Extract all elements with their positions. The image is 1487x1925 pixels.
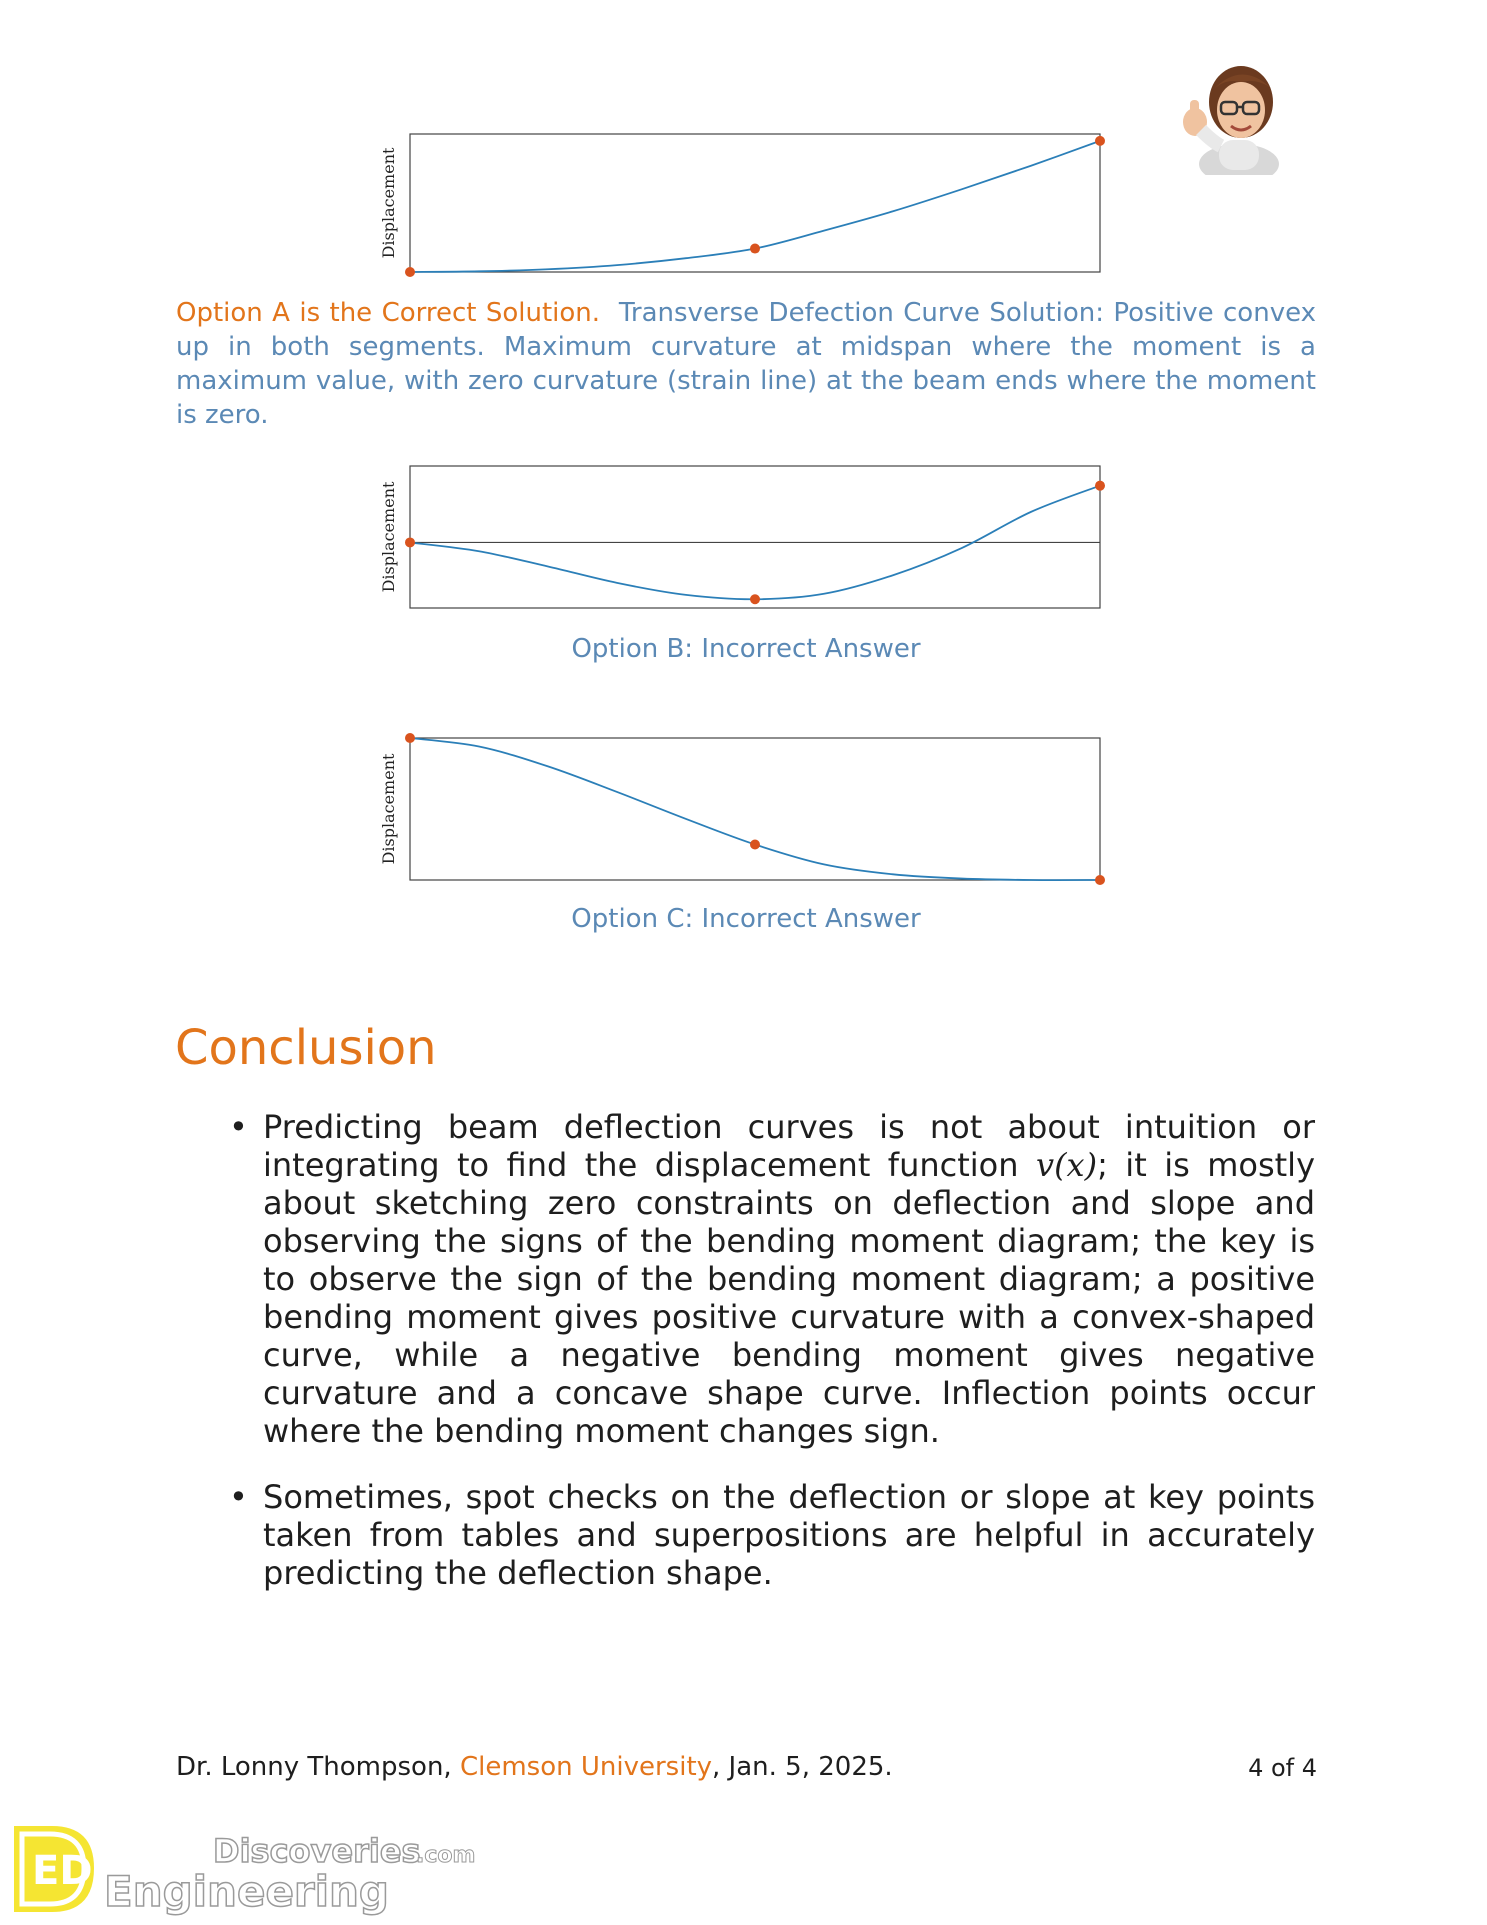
chart-b-svg <box>360 460 1120 616</box>
page-number: 4 of 4 <box>1248 1754 1317 1782</box>
bullet-text-1-end: ; it is mostly about sketching zero constraints on deflection and slope and observing the signs of the bending moment diagram; the key is to observe the sign of the bending moment diagram; a positive bending moment gives positive curvature with a convex-shaped curve, while a negative bending moment gives negative curvature and a concave shape curve. Inflection points occur where the bending moment changes sign. <box>263 1146 1316 1450</box>
chart-option-c <box>360 732 1120 888</box>
key-point-marker <box>405 537 415 547</box>
bullet-text-2: Sometimes, spot checks on the deflection or slope at key points taken from tables and superpositions are helpful in accurately predicting the deflection shape. <box>263 1478 1315 1592</box>
option-a-caption <box>176 296 1316 432</box>
key-point-marker <box>405 267 415 277</box>
plot-frame <box>410 466 1100 608</box>
option-a-explanation: Transverse Defection Curve Solution: Positive convex up in both segments. Maximum curvature at midspan where the moment is a maximum value, with zero curvature (strain line) at the beam ends where the moment is zero. <box>176 298 1317 430</box>
key-point-marker <box>1095 875 1105 885</box>
footer-author: Dr. Lonny Thompson, <box>176 1752 460 1782</box>
chart-option-a <box>360 128 1120 280</box>
option-c-caption: Option C: Incorrect Answer <box>571 904 921 934</box>
engineering-discoveries-logo <box>8 1822 478 1918</box>
option-b-caption: Option B: Incorrect Answer <box>571 634 921 664</box>
logo-mark: ED <box>32 1848 93 1894</box>
chart-c-svg <box>360 732 1120 888</box>
key-point-marker <box>750 244 760 254</box>
key-point-marker <box>405 733 415 743</box>
list-item <box>225 1108 1315 1450</box>
logo-engineering-text: Engineering <box>104 1867 389 1916</box>
chart-option-b <box>360 460 1120 616</box>
chart-a-svg <box>360 128 1120 280</box>
conclusion-list <box>225 1108 1315 1620</box>
logo-com-text: .com <box>416 1843 476 1868</box>
footer-citation <box>176 1752 893 1782</box>
memoji-avatar-icon <box>1175 60 1295 175</box>
conclusion-heading: Conclusion <box>175 1020 437 1076</box>
y-axis-label: Displacement <box>379 753 398 865</box>
key-point-marker <box>1095 136 1105 146</box>
bullet-text-1-start: Predicting beam deflection curves is not about intuition or integrating to find the displacement function <box>263 1108 1315 1184</box>
y-axis-label: Displacement <box>379 481 398 593</box>
footer-university: Clemson University <box>459 1752 713 1782</box>
bullet-icon: • <box>229 1478 248 1516</box>
y-axis-label: Displacement <box>379 147 398 259</box>
key-point-marker <box>1095 481 1105 491</box>
logo-discoveries-text: Discoveries <box>213 1832 421 1870</box>
list-item <box>225 1478 1315 1592</box>
key-point-marker <box>750 594 760 604</box>
plot-frame <box>410 738 1100 880</box>
key-point-marker <box>750 840 760 850</box>
footer-date: , Jan. 5, 2025. <box>712 1752 893 1782</box>
option-a-correct-label: Option A is the Correct Solution. <box>176 298 601 328</box>
displacement-function: v(x) <box>1035 1146 1098 1184</box>
deflection-curve <box>410 738 1100 880</box>
bullet-icon: • <box>229 1108 248 1146</box>
